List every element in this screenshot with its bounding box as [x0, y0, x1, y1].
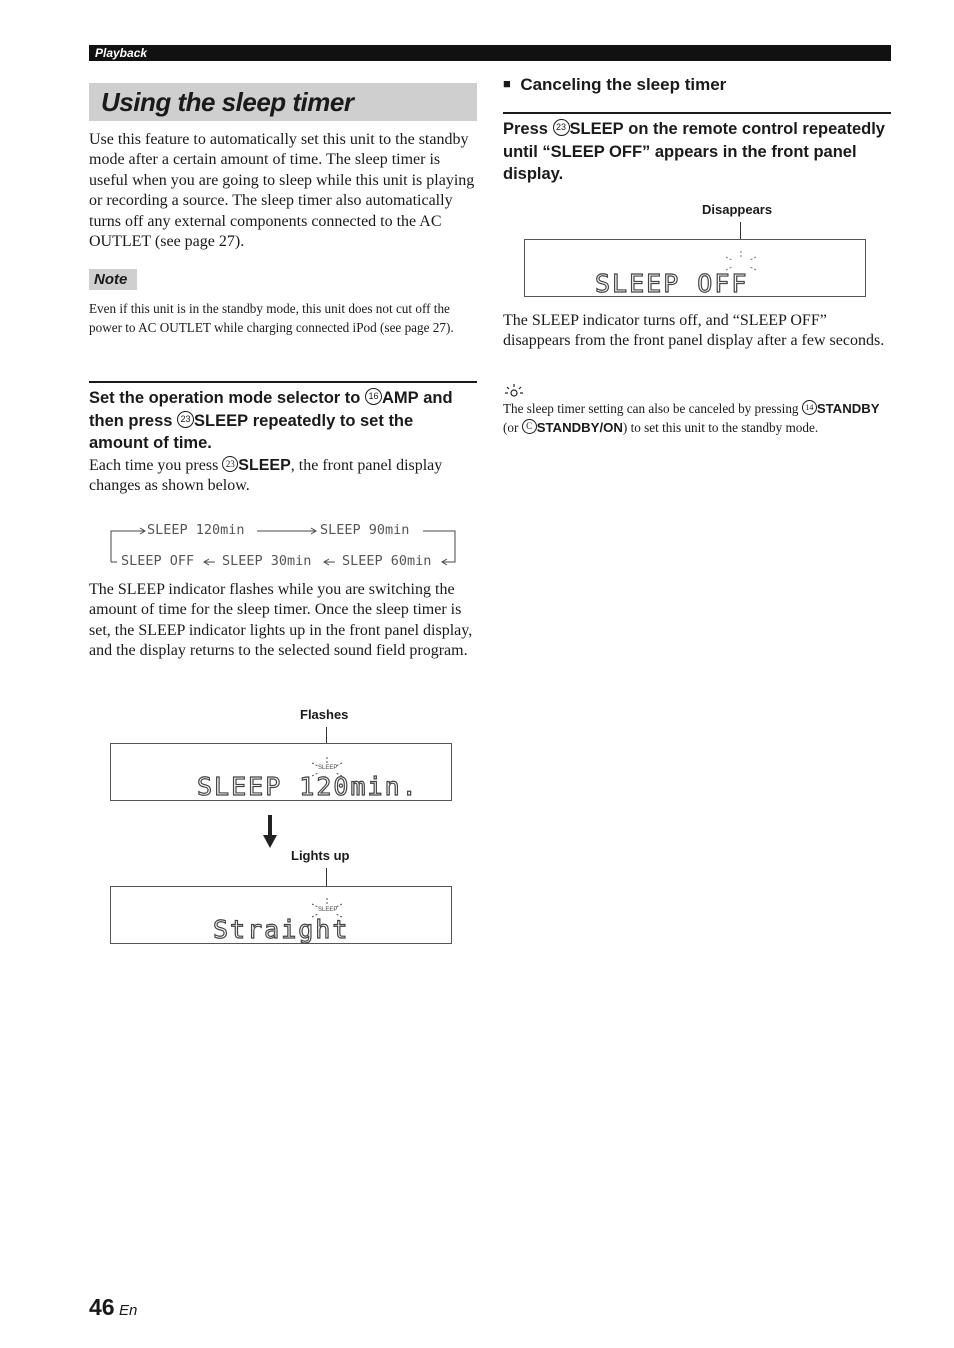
display-2-text: Straight	[213, 915, 350, 944]
sleep-cycle-diagram	[105, 518, 465, 574]
sleep-indicator-label: SLEEP	[318, 765, 338, 771]
key-23-icon: 23	[553, 119, 570, 136]
front-panel-display-2	[110, 886, 452, 944]
display-3-text: SLEEP OFF	[595, 269, 749, 298]
front-panel-display-1	[110, 743, 452, 801]
step-instruction: Set the operation mode selector to 16 AMP and then press 23 SLEEP repeatedly to set the amount of time.	[89, 389, 453, 452]
cycle-90min: SLEEP 90min	[320, 522, 410, 538]
page-number: 46 En	[89, 1294, 138, 1320]
cancel-divider	[503, 112, 891, 114]
header-bar	[89, 45, 891, 61]
down-arrow-icon	[262, 815, 278, 849]
key-16-icon: 16	[365, 388, 382, 405]
cancel-heading: ■ Canceling the sleep timer	[503, 75, 727, 94]
key-14-icon: 14	[802, 400, 817, 415]
key-23-icon: 23	[177, 411, 194, 428]
heading-marker-icon: ■	[503, 76, 511, 91]
key-23-icon: 23	[222, 456, 238, 472]
flashes-caption: Flashes	[300, 707, 349, 722]
cycle-60min: SLEEP 60min	[342, 553, 432, 569]
disappears-caption: Disappears	[702, 202, 773, 217]
page-title: Using the sleep timer	[101, 87, 354, 117]
tip-lightbulb-icon	[503, 383, 523, 399]
section-label: Playback	[95, 46, 148, 60]
each-time-text: Each time you press 23 SLEEP, the front panel display changes as shown below.	[89, 457, 443, 495]
note-text: Even if this unit is in the standby mode, this unit does not cut off the power to AC OUTLET while charging connected iPod (see page 27).	[89, 301, 454, 335]
intro-paragraph: Use this feature to automatically set this unit to the standby mode after a certain amount of time. The sleep timer is useful when you are going to sleep while this unit is playing or recording a source. The sleep timer also automatically turns off any external components connected to the AC OUTLET (see page 27).	[89, 131, 475, 251]
note-label: Note	[94, 271, 128, 288]
display-1-text: SLEEP 120min.	[197, 772, 419, 801]
cycle-30min: SLEEP 30min	[222, 553, 312, 569]
cycle-off: SLEEP OFF	[121, 553, 195, 569]
lights-up-caption: Lights up	[291, 848, 350, 863]
cycle-120min: SLEEP 120min	[147, 522, 245, 538]
key-c-icon: C	[522, 419, 537, 434]
front-panel-display-3	[524, 239, 866, 297]
cancel-instruction: Press 23 SLEEP on the remote control repeatedly until “SLEEP OFF” appears in the front panel display.	[503, 120, 885, 183]
after-cancel-paragraph: The SLEEP indicator turns off, and “SLEEP OFF” disappears from the front panel display after a few seconds.	[503, 312, 885, 350]
tip-text: The sleep timer setting can also be canceled by pressing 14 STANDBY (or C STANDBY/ON) to set this unit to the standby mode.	[503, 401, 880, 435]
sleep-indicator-label: SLEEP	[318, 907, 338, 913]
step-divider	[89, 381, 477, 383]
indicator-paragraph: The SLEEP indicator flashes while you are switching the amount of time for the sleep timer. Once the sleep timer is set, the SLEEP indicator lights up in the front panel display, and the display returns to the selected sound field program.	[89, 581, 473, 660]
